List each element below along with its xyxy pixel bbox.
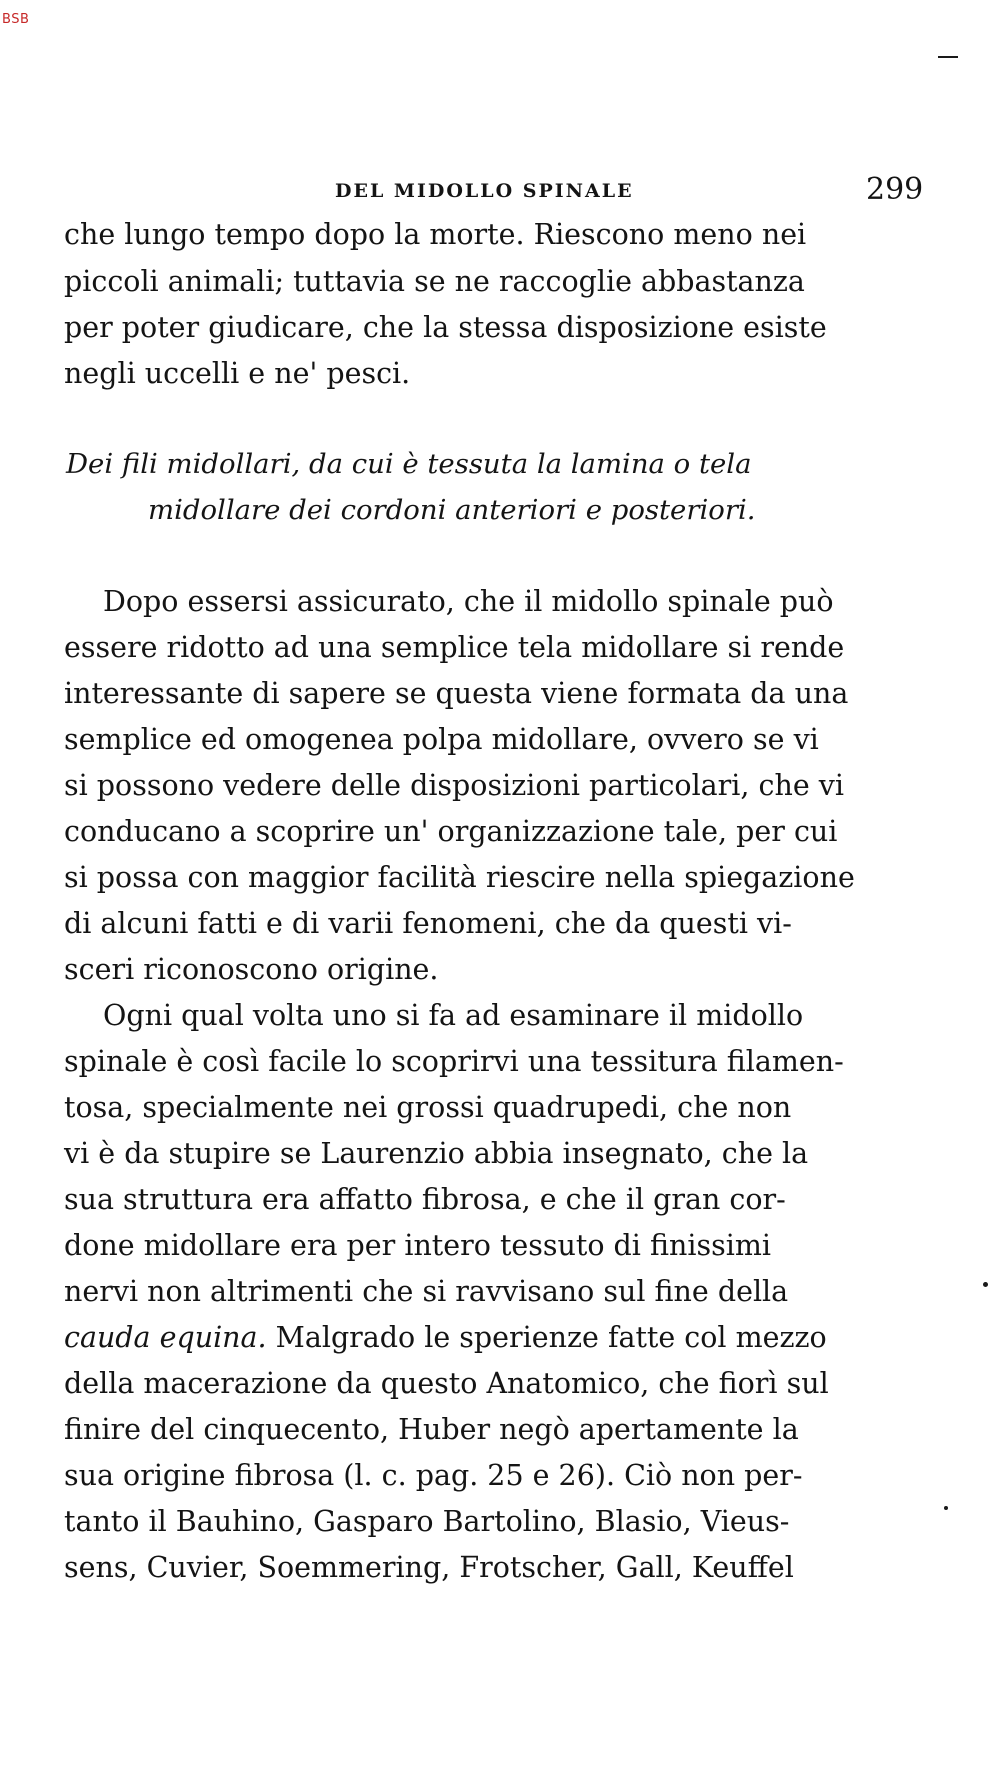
text-line: Dopo essersi assicurato, che il midollo spinale può	[103, 585, 834, 618]
print-speck	[944, 1506, 948, 1510]
running-head: DEL MIDOLLO SPINALE	[335, 180, 634, 202]
text-line	[64, 1320, 827, 1356]
text-line: spinale è così facile lo scoprirvi una tessitura filamen-	[64, 1045, 844, 1078]
text-line: nervi non altrimenti che si ravvisano sul fine della	[64, 1275, 789, 1308]
text-line: sua origine fibrosa (l. c. pag. 25 e 26). Ciò non per-	[64, 1459, 803, 1492]
text-line: sceri riconoscono origine.	[64, 953, 439, 986]
library-watermark: BSB	[2, 12, 30, 27]
print-speck	[983, 1282, 988, 1287]
text-line: semplice ed omogenea polpa midollare, ovvero se vi	[64, 723, 819, 756]
text-line: tosa, specialmente nei grossi quadrupedi, che non	[64, 1091, 792, 1124]
text-line: della macerazione da questo Anatomico, che fiorì sul	[64, 1367, 829, 1400]
text-line: tanto il Bauhino, Gasparo Bartolino, Blasio, Vieus-	[64, 1505, 790, 1538]
text-line: negli uccelli e ne' pesci.	[64, 357, 411, 390]
text-line: si possa con maggior facilità riescire nella spiegazione	[64, 861, 855, 894]
text-line: piccoli animali; tuttavia se ne raccoglie abbastanza	[64, 265, 805, 298]
text-line: si possono vedere delle disposizioni particolari, che vi	[64, 769, 844, 802]
text-line: finire del cinquecento, Huber negò apertamente la	[64, 1413, 799, 1446]
text-line: per poter giudicare, che la stessa disposizione esiste	[64, 311, 827, 344]
text-line: conducano a scoprire un' organizzazione tale, per cui	[64, 815, 838, 848]
text-line: essere ridotto ad una semplice tela midollare si rende	[64, 631, 845, 664]
heading-line: midollare dei cordoni anteriori e posteriori.	[148, 494, 756, 526]
margin-dash	[938, 56, 958, 58]
text-line: Ogni qual volta uno si fa ad esaminare il midollo	[103, 999, 804, 1032]
text-line: sens, Cuvier, Soemmering, Frotscher, Gall, Keuffel	[64, 1551, 794, 1584]
text-line: interessante di sapere se questa viene formata da una	[64, 677, 849, 710]
italic-term: cauda equina.	[64, 1321, 267, 1354]
page-number: 299	[866, 172, 924, 207]
text-line: che lungo tempo dopo la morte. Riescono meno nei	[64, 218, 807, 251]
text-run: Malgrado le sperienze fatte col mezzo	[266, 1321, 827, 1354]
text-line: sua struttura era affatto fibrosa, e che il gran cor-	[64, 1183, 786, 1216]
text-line: done midollare era per intero tessuto di finissimi	[64, 1229, 771, 1262]
text-line: vi è da stupire se Laurenzio abbia insegnato, che la	[64, 1137, 809, 1170]
text-line: di alcuni fatti e di varii fenomeni, che da questi vi-	[64, 907, 792, 940]
heading-line: Dei fili midollari, da cui è tessuta la lamina o tela	[66, 448, 752, 480]
